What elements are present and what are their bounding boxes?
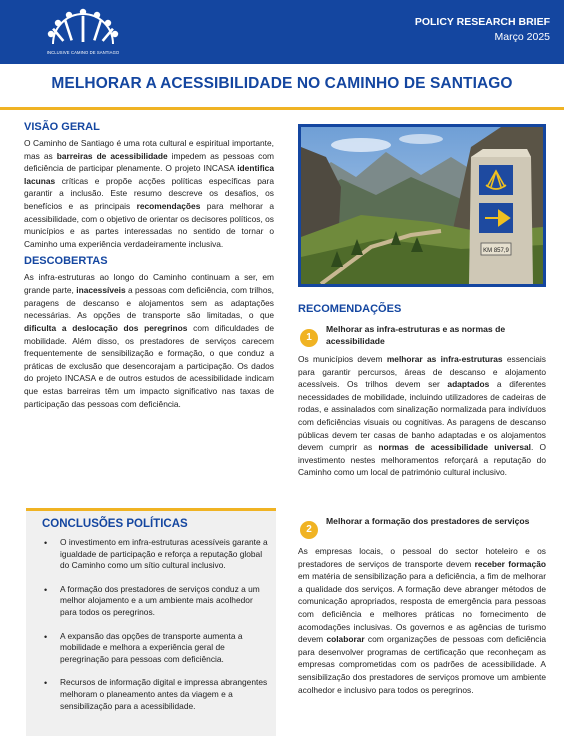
bold-text-run: recomendações: [136, 201, 201, 212]
bold-text-run: adaptados: [447, 379, 490, 390]
page-title: MELHORAR A ACESSIBILIDADE NO CAMINHO DE SANTIAGO: [51, 75, 513, 92]
text-run: em matéria de sensibilização para a deficiência, a fim de melhorar a qualidade dos serviços. A formação deve abranger métodos de comunicação apropriados, resposta de emergência para pessoas com deficiência e melhores práticas no fornecimento de acomodações inclusivas. Os governos e as agências de turismo devem: [298, 571, 546, 645]
overview-heading: VISÃO GERAL: [24, 121, 100, 133]
recommendation-number-badge: 1: [300, 329, 318, 347]
bold-text-run: melhorar as infra-estruturas: [386, 354, 503, 364]
overview-paragraph: [24, 137, 274, 250]
bold-text-run: identifica lacunas: [24, 163, 274, 186]
conclusion-item: • A formação dos prestadores de serviços conduz a um melhor alojamento e a um ambiente mais acolhedor para todos os peregrinos.: [50, 584, 268, 619]
text-run: críticas e propõe acções políticas específicas para garantir a inclusão. Este resumo descreve os desafios, os benefícios e as principais: [24, 175, 274, 212]
text-run: com dificuldades de mobilidade. Além disso, os prestadores de serviços carecem frequentemente de sensibilização e formação, o que conduz a práticas de exclusão que desencorajam a participação. Os dados do projeto INCASA e de outros estudos de acessibilidade indicam que estas barreiras têm um impacto significativo nas taxas de participação das pessoas com deficiência.: [24, 322, 274, 409]
camino-shell-logo-icon: [38, 6, 128, 50]
left-column: [24, 121, 274, 410]
logo: [38, 6, 128, 58]
bold-text-run: barreiras de acessibilidade: [56, 150, 168, 161]
mountain-trail-photo-image: [301, 127, 543, 284]
text-run: As infra-estruturas ao longo do Caminho continuam a ser, em grande parte,: [24, 272, 274, 296]
conclusions-heading: CONCLUSÕES POLÍTICAS: [42, 518, 188, 530]
logo-text: INCLUSIVE CAMINO DE SANTIAGO: [46, 50, 120, 55]
recommendation-body: [298, 353, 546, 479]
marker-km-text: KM 857,9: [483, 248, 509, 254]
conclusion-item: • A expansão das opções de transporte aumenta a mobilidade e melhora a experiência geral de peregrinação para pessoas com deficiência.: [50, 631, 268, 666]
findings-paragraph: [24, 271, 274, 410]
text-run: As empresas locais, o pessoal do sector hoteleiro e os prestadores de serviços de transporte devem: [298, 546, 546, 569]
bold-text-run: receber formação: [474, 558, 546, 569]
camino-marker-photo: [298, 124, 546, 287]
header-banner: [0, 0, 564, 64]
bold-text-run: dificulta a deslocação dos peregrinos: [24, 322, 188, 333]
recommendation-number-badge: 2: [300, 521, 318, 539]
text-run: . O investimento nestes melhoramentos reforçará a reputação do Caminho como um local de património cultural inclusivo.: [298, 442, 546, 478]
text-run: Os municípios devem: [298, 354, 387, 364]
conclusions-list: [50, 537, 268, 724]
title-divider: [0, 107, 564, 110]
recommendation-title: Melhorar as infra-estruturas e as normas de acessibilidade: [326, 324, 506, 347]
brief-type-label: POLICY RESEARCH BRIEF: [414, 16, 550, 28]
findings-heading: DESCOBERTAS: [24, 255, 108, 268]
conclusion-item: • O investimento em infra-estruturas acessíveis garante a igualdade de participação e reforça a reputação global do Caminho como um sítio cultural inclusivo.: [50, 537, 268, 572]
bold-text-run: inacessíveis: [76, 285, 126, 296]
recommendation-body: [298, 545, 546, 696]
bold-text-run: colaborar: [326, 634, 365, 645]
bold-text-run: normas de acessibilidade universal: [378, 442, 531, 453]
recommendations-heading: RECOMENDAÇÕES: [298, 303, 402, 315]
conclusion-item: • Recursos de informação digital e impressa abrangentes melhoram o planeamento antes da viagem e a sensibilização para a acessibilidade.: [50, 677, 268, 712]
brief-date: Março 2025: [494, 31, 550, 43]
text-run: a diferentes necessidades de mobilidade, incluindo utilizadores de cadeiras de rodas, e assinalados com sinalização normalizada para indivíduos com deficiências visuais ou cognitivas. As paragens de descanso públicas devem ter casas de banho adaptadas e os alojamentos devem cumprir as: [298, 379, 546, 453]
text-run: para melhorar a acessibilidade, com o objetivo de orientar os decisores políticos, os municípios e as partes interessadas no sentido de tornar o Caminho uma experiência verdadeiramente inclusiva.: [24, 201, 274, 249]
policy-conclusions-box: [26, 508, 276, 736]
text-run: a pessoas com deficiência, com trilhos, paragens de descanso e alojamentos sem as adaptações necessárias. As opções de transporte são limitadas, o que: [24, 285, 274, 321]
text-run: com organizações de pessoas com deficiência para desenvolver programas de certificação que reconheçam as empresas comprometidas com os padrões de acessibilidade. A sensibilização dos prestadores de serviços promove um ambiente acolhedor e inclusivo para todos os peregrinos.: [298, 634, 546, 695]
recommendation-title: Melhorar a formação dos prestadores de serviços: [326, 516, 530, 526]
text-run: O Caminho de Santiago é uma rota cultural e espiritual importante, mas as: [24, 138, 274, 161]
text-run: impedem as pessoas com deficiência de participar plenamente. O projeto INCASA: [24, 150, 274, 174]
text-run: essenciais para garantir percursos, áreas de descanso e alojamento acessíveis. Os trilhos devem ser: [298, 354, 546, 390]
